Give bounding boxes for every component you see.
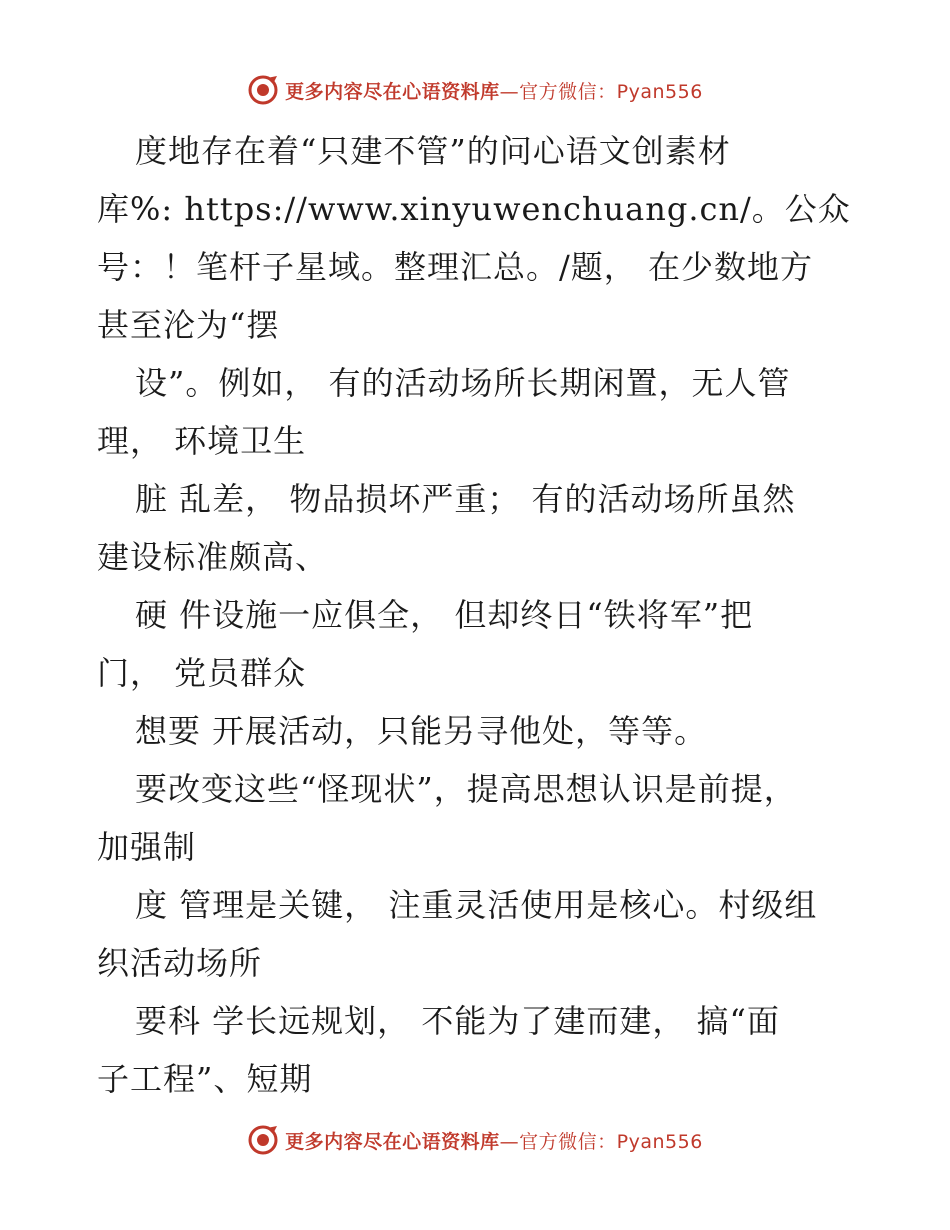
- body-line: 建设标准颇高、: [97, 538, 329, 576]
- body-line: 库%: https://www.xinyuwenchuang.cn/。公众: [97, 190, 851, 228]
- body-line: 子工程”、短期: [97, 1060, 313, 1098]
- body-line: 织活动场所: [97, 944, 263, 982]
- body-line: 度 管理是关键， 注重灵活使用是核心。村级组: [135, 886, 818, 924]
- seal-logo-icon: [247, 74, 279, 106]
- header-watermark: [0, 70, 950, 110]
- body-line: 要改变这些“怪现状”，提高思想认识是前提，: [135, 770, 797, 808]
- body-line: 想要 开展活动，只能另寻他处，等等。: [135, 712, 708, 750]
- body-line: 甚至沦为“摆: [97, 306, 280, 344]
- document-body: [97, 122, 857, 1108]
- body-line: 要科 学长远规划， 不能为了建而建， 搞“面: [135, 1002, 780, 1040]
- body-line: 门， 党员群众: [97, 654, 307, 692]
- header-watermark-text: 更多内容尽在心语资料库—官方微信：Pyan556: [285, 80, 703, 103]
- body-line: 加强制: [97, 828, 197, 866]
- body-line: 设”。例如， 有的活动场所长期闲置，无人管: [135, 364, 791, 402]
- body-line: 硬 件设施一应俱全， 但却终日“铁将军”把: [135, 596, 754, 634]
- body-line: 号：！笔杆子星域。整理汇总。/题， 在少数地方: [97, 248, 813, 286]
- body-line: 脏 乱差， 物品损坏严重； 有的活动场所虽然: [135, 480, 796, 518]
- body-line: 度地存在着“只建不管”的问心语文创素材: [135, 132, 731, 170]
- footer-watermark-text: 更多内容尽在心语资料库—官方微信：Pyan556: [285, 1130, 703, 1153]
- footer-watermark: [0, 1120, 950, 1160]
- body-line: 理， 环境卫生: [97, 422, 307, 460]
- seal-logo-icon: [247, 1124, 279, 1156]
